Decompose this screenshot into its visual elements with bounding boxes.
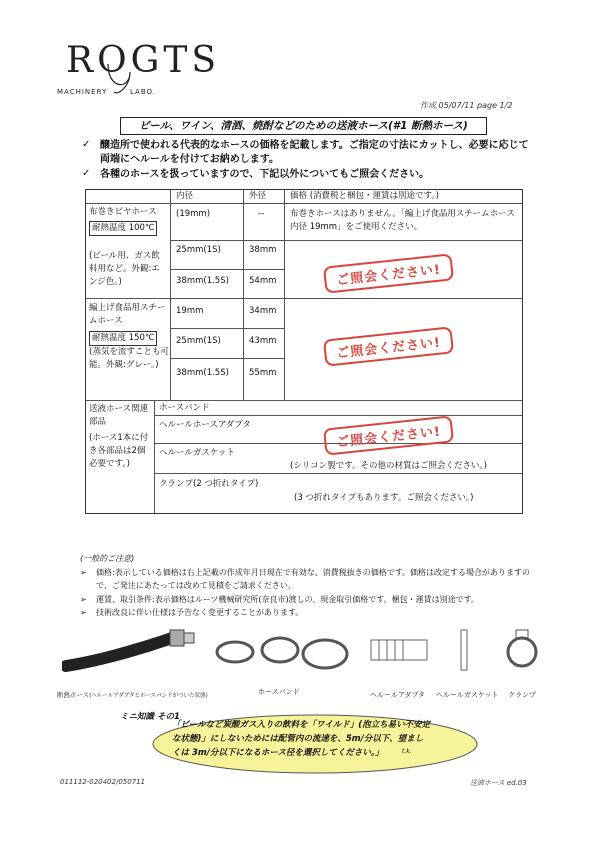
caption-gasket: ヘルールガスケット xyxy=(436,691,499,699)
logo-machinery: MACHINERY xyxy=(57,88,108,96)
logo-labo: LABO. xyxy=(130,88,156,96)
g3-part-4: クランプ(2 つ折れタイプ) xyxy=(159,479,259,489)
check-icon: ✓ xyxy=(82,139,91,150)
notes-title: (一般的ご注意) xyxy=(80,554,135,563)
company-logo: ROGTS xyxy=(66,40,221,81)
g1-r3-outer: 54mm xyxy=(249,276,277,286)
price-table xyxy=(85,189,523,514)
g2-desc: (蒸気を流すことも可能。外観:グレー。) xyxy=(89,347,169,370)
ferrule-gasket-image xyxy=(455,628,475,673)
arrow-icon: ➢ xyxy=(80,595,87,604)
caption-band: ホースバンド xyxy=(258,688,300,696)
caption-hose: 断熱ホース(ヘルールアダプタとホースバンドがついた状態) xyxy=(57,691,208,699)
caption-clamp: クランプ xyxy=(508,691,536,699)
g3-name: 送液ホース関連部品 xyxy=(89,404,149,427)
tip-label: ミニ知識 その1 xyxy=(120,712,180,722)
inquiry-stamp: ご照会ください! xyxy=(323,415,454,455)
g2-name: 編上げ食品用スチームホース xyxy=(89,303,166,326)
g2-r2-inner: 25mm(1S) xyxy=(176,336,221,346)
date-line: 作成 05/07/11 page 1/2 xyxy=(420,101,513,110)
hose-image xyxy=(62,622,202,672)
g1-r2-outer: 38mm xyxy=(249,245,277,255)
tip-sign: t.k. xyxy=(402,748,412,755)
header-price: 価格 (消費税と梱包・運賃は別途です。) xyxy=(290,191,439,201)
g2-r3-inner: 38mm(1.5S) xyxy=(176,368,229,378)
page-title: ビール、ワイン、清酒、焼酎などのための送液ホース(#1 断熱ホース) xyxy=(120,117,487,135)
g3-part-4-price: (3 つ折れタイプもあります。ご照会ください。) xyxy=(294,493,474,503)
g3-part-3-price: (シリコン製です。その他の材質はご照会ください。) xyxy=(290,461,488,471)
note-1: 価格:表示している価格は右上記載の作成年月日現在で有効な、消費税抜きの価格です。価格は改定する場合がありますので、ご発注にあたっては改めて見積をご請求ください。 xyxy=(96,568,531,590)
g1-r1-price: 布巻きホースはありません。「編上げ食品用スチームホース内径 19mm」をご使用ください。 xyxy=(290,209,515,232)
g3-desc: (ホース1本に付き各部品は2個必要です。) xyxy=(89,433,149,469)
header-inner: 内径 xyxy=(176,191,194,201)
clamp-image xyxy=(500,628,545,673)
intro-line-1: 醸造所で使われる代表的なホースの価格を記載します。ご指定の寸法にカットし、必要に応じて xyxy=(100,140,529,151)
g2-r1-inner: 19mm xyxy=(176,306,204,316)
g2-r2-outer: 43mm xyxy=(249,336,277,346)
note-2: 運賃、取引条件:表示価格はルーツ機械研究所(奈良市)渡しの、現金取引価格です。梱包・運賃は別途です。 xyxy=(96,595,480,604)
intro-line-2: 両端にヘルールを付けてお納めします。 xyxy=(100,154,279,165)
g1-r1-inner: (19mm) xyxy=(176,209,211,219)
hose-band-image xyxy=(205,630,355,675)
inquiry-stamp: ご照会ください! xyxy=(323,326,454,366)
g3-part-1: ホースバンド xyxy=(159,403,210,413)
header-outer: 外径 xyxy=(249,191,267,201)
ferrule-adapter-image xyxy=(365,630,435,670)
g2-temp: 耐熱温度 150℃ xyxy=(89,331,157,346)
g1-name: 布巻きビヤホース xyxy=(89,207,157,217)
g1-temp: 耐熱温度 100℃ xyxy=(89,221,157,236)
g3-part-3: ヘルールガスケット xyxy=(159,448,235,458)
caption-adapter: ヘルールアダプタ xyxy=(370,691,425,699)
tip-line-3: くは 3m/分以下になるホース径を選択してください。」 xyxy=(172,748,384,758)
tip-line-2: な状態)」にしないためには配管内の流速を、5m/分以下、望まし xyxy=(172,734,424,744)
tip-line-1: 「ビールなど炭酸ガス入りの飲料を「ワイルド」(泡立ち易い不安定 xyxy=(172,720,431,730)
intro-line-3: 各種のホースを扱っていますので、下記以外についてもご照会ください。 xyxy=(100,169,430,180)
g1-r3-inner: 38mm(1.5S) xyxy=(176,276,229,286)
arrow-icon: ➢ xyxy=(80,568,87,577)
inquiry-stamp: ご照会ください! xyxy=(323,253,454,293)
g1-r2-inner: 25mm(1S) xyxy=(176,245,221,255)
footer-code: 011112-020402/050711 xyxy=(60,778,146,786)
check-icon: ✓ xyxy=(82,168,91,179)
g2-r1-outer: 34mm xyxy=(249,306,277,316)
note-3: 技術改良に伴い仕様は予告なく変更することがあります。 xyxy=(96,608,304,617)
footer-doc: 送液ホース ed.03 xyxy=(470,779,527,787)
g1-r1-outer: -- xyxy=(258,209,265,219)
g3-part-2: ヘルールホースアダプタ xyxy=(159,420,251,430)
arrow-icon: ➢ xyxy=(80,608,87,617)
g1-desc: (ビール用、ガス飲料用など。外観:エンジ色。) xyxy=(89,251,160,287)
g2-r3-outer: 55mm xyxy=(249,368,277,378)
